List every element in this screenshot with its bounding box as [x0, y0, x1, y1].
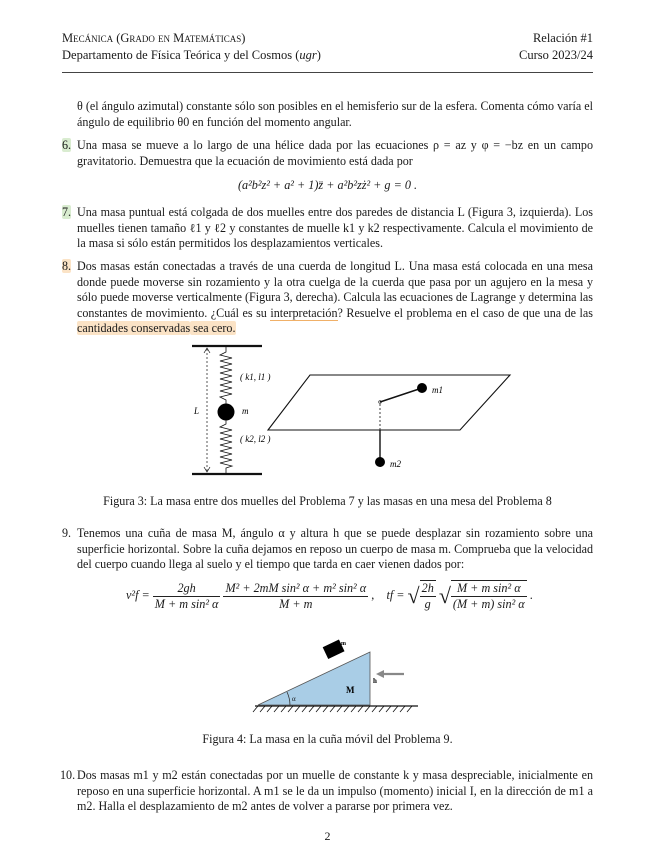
problem-6-number: 6. [62, 138, 72, 152]
eq-vf: v²f = [126, 587, 150, 602]
figure-3 [0, 340, 655, 480]
relation-number: Relación #1 [532, 31, 593, 45]
label-k1: ( k1, l1 ) [240, 372, 271, 382]
page-number: 2 [324, 829, 331, 843]
label-L: L [194, 406, 200, 416]
header-left [62, 30, 321, 64]
ground-hatching [253, 706, 412, 712]
problem-10-number: 10. [60, 768, 76, 782]
department [62, 47, 321, 64]
department-close: ) [316, 48, 321, 62]
wedge [258, 652, 370, 705]
motion-arrow-head [376, 670, 384, 678]
mass-m [218, 404, 235, 421]
problem-6-equation: (a²b²z² + a² + 1)z̈ + a²b²zż² + g = 0 . [237, 178, 418, 192]
spring-lower [220, 420, 232, 474]
eq-sqrt-2: $\frac{\text{M + m sin² α}}{\text{(M + m) sin² α}}$ [452, 581, 525, 611]
department-name: Departamento de Física Teórica y del Cosmos ( [62, 48, 300, 62]
label-m: m [242, 406, 249, 416]
label-alpha: α [292, 695, 296, 703]
string-on-table [380, 388, 422, 402]
highlight-cantidades: cantidades conservadas [77, 321, 191, 335]
figure-4-caption: Figura 4: La masa en la cuña móvil del Problema 9. [202, 732, 453, 746]
spring-upper [220, 346, 232, 404]
course-year: Curso 2023/24 [519, 48, 593, 62]
problem-5-continuation: θ (el ángulo azimutal) constante sólo son posibles en el hemisferio sur de la esfera. Comenta cómo varía el ángulo de equilibrio θ0 en función del momento angular. [77, 99, 593, 129]
problem-9-number: 9. [62, 526, 72, 540]
eq-sqrt-1: $\frac{2h}{g}$ [421, 581, 434, 611]
problem-10-text: Dos masas m1 y m2 están conectadas por un muelle de constante k y masa despreciable, inicialmente en reposo en una superficie horizontal. A m1 se le da un impulso (momento) inicial I, en la dirección de m1 a m2. Halla el desplazamiento de m2 antes de volver a pararse por primera vez. [77, 768, 593, 813]
problem-6-text: Una masa se mueve a lo largo de una hélice dada por las ecuaciones ρ = az y φ = −bz en un campo gravitatorio. Demuestra que la ecuación de movimiento está dada por [77, 138, 593, 168]
label-h: h [373, 677, 377, 685]
problem-7-number: 7. [62, 205, 72, 219]
figure-4 [0, 632, 655, 714]
header-right [519, 30, 593, 64]
problem-9-equation: v²f = $\frac{2gh}{\text{M + m sin² α}}$ $\frac{\text{M² + 2mM sin² α + m² sin² α}}{M + m}$ , tf = √ $\frac{2h}{g}$ √ $\frac{\text{M + m sin² α}}{\text{(M + m) sin² α}}$ . [126, 580, 533, 611]
highlight-interpretacion: interpretación [270, 305, 338, 320]
problem-8-number: 8. [62, 259, 72, 273]
label-m-block: m [341, 641, 346, 647]
eq-frac-1: $\frac{2gh}{\text{M + m sin² α}}$ [154, 580, 219, 611]
label-M: M [346, 685, 355, 695]
eq-tf: tf = [386, 587, 405, 602]
label-k2: ( k2, l2 ) [240, 434, 271, 444]
header-divider [62, 72, 593, 73]
label-m1: m1 [432, 385, 443, 395]
problem-9-text: Tenemos una cuña de masa M, ángulo α y altura h que se puede desplazar sin rozamiento sobre una superficie horizontal. Sobre la cuña dejamos en reposo un cuerpo de masa m. Comprueba que la velocidad del cuerpo cuando llega al suelo y el tiempo que tarda en caer vienen dados por: [77, 526, 593, 571]
table-plane [268, 375, 510, 430]
mass-m2 [375, 457, 385, 467]
department-abbr: ugr [299, 48, 317, 62]
course-title: Mecánica (Grado en Matemáticas) [62, 31, 246, 45]
problem-8-text: Dos masas están conectadas a través de una cuerda de longitud L. Una masa está colocada en una mesa donde puede moverse sin rozamiento y la otra cuelga de la cuerda que pasa por un agujero en la mesa y sólo puede moverse verticalmente (Figura 3, derecha). Calcula las ecuaciones de Lagrange y determina las constantes de movimiento. ¿Cuál es su interpretación? Resuelve el problema en el caso de que una de las cantidades conservadas sea cero. [77, 259, 593, 335]
mass-m1 [417, 383, 427, 393]
label-m2: m2 [390, 459, 401, 469]
figure-3-caption: Figura 3: La masa entre dos muelles del Problema 7 y las masas en una mesa del Problema 8 [103, 494, 552, 508]
eq-frac-2: $\frac{\text{M² + 2mM sin² α + m² sin² α}}{M + m}$ [225, 580, 367, 611]
problem-7-text: Una masa puntual está colgada de dos muelles entre dos paredes de distancia L (Figura 3, izquierda). Los muelles tienen tamaño ℓ1 y ℓ2 y constantes de muelle k1 y k2 respectivamente. Calcula el movimiento de la masa si sólo están permitidos los desplazamientos verticales. [77, 205, 593, 250]
